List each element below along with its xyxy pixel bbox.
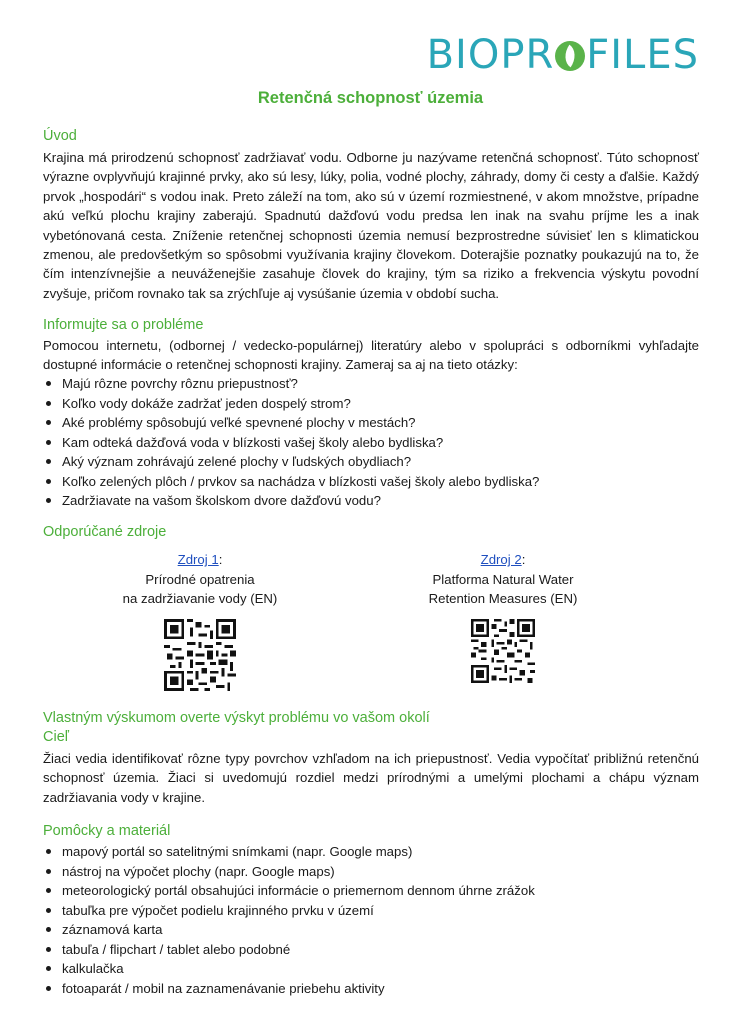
bullet-icon [46,479,51,484]
list-item: tabuľa / flipchart / tablet alebo podobné [43,940,535,960]
section-heading-pomocky: Pomôcky a materiál [43,823,171,839]
bullet-icon [46,420,51,425]
list-item: nástroj na výpočet plochy (napr. Google maps) [43,862,535,882]
section-heading-uvod: Úvod [43,128,77,144]
list-item: Majú rôzne povrchy rôznu priepustnosť? [43,374,539,394]
bullet-icon [46,498,51,503]
bullet-icon [46,440,51,445]
ciel-text: Žiaci vedia identifikovať rôzne typy povrchov vzhľadom na ich priepustnosť. Vedia vypočítať približnú retenčnú schopnosť územia. Žiaci si uvedomujú rozdiel medzi prírodnými a umelými plochami a chápu význam zadržiavania vody v krajine. [43,751,699,805]
qr-code-icon[interactable] [164,619,236,691]
list-item: Zadržiavate na vašom školskom dvore dažďovú vodu? [43,491,539,511]
bullet-icon [46,908,51,913]
bullet-icon [46,986,51,991]
list-item: Koľko vody dokáže zadržať jeden dospelý strom? [43,394,539,414]
bullet-icon [46,869,51,874]
source-card-2: Zdroj 2: Platforma Natural Water Retention Measures (EN) [383,550,623,683]
bullet-icon [46,888,51,893]
logo-text-part2: FILES [586,32,699,78]
bullet-icon [46,947,51,952]
list-item: Aké problémy spôsobujú veľké spevnené plochy v mestách? [43,413,539,433]
source-desc-line1: Platforma Natural Water [432,571,574,587]
bullet-icon [46,849,51,854]
source-desc-line1: Prírodné opatrenia [145,571,255,587]
leaf-icon [555,41,585,71]
qr-code-icon[interactable] [471,619,535,683]
list-item: Koľko zelených plôch / prvkov sa nachádza v blízkosti vašej školy alebo bydliska? [43,472,539,492]
section-heading-informujte: Informujte sa o probléme [43,317,204,333]
list-item: tabuľka pre výpočet podielu krajinného prvku v území [43,901,535,921]
list-item: záznamová karta [43,920,535,940]
informujte-text: Pomocou internetu, (odbornej / vedecko-populárnej) literatúry alebo v spolupráci s odborníkmi vyhľadajte dostupné informácie o retenčnej schopnosti krajiny. Zameraj sa aj na tieto otázky: [43,338,699,373]
bullet-icon [46,381,51,386]
bullet-icon [46,459,51,464]
questions-list [43,374,539,511]
bullet-icon [46,927,51,932]
list-item: fotoaparát / mobil na zaznamenávanie priebehu aktivity [43,979,535,999]
source-desc-line2: Retention Measures (EN) [428,591,578,606]
source-desc-line2: na zadržiavanie vody (EN) [122,591,278,606]
uvod-text: Krajina má prirodzenú schopnosť zadržiavať vodu. Odborne ju nazývame retenčná schopnosť. Túto schopnosť výrazne ovplyvňujú krajinné prvky, ako sú lesy, lúky, polia, vodné plochy, záhrady, domy či cesty a ďalšie. Každý prvok „hospodári“ s vodou inak. Preto záleží na tom, ako sú v území rozmiestnené, v akom množstve, prípadne akú veľkú plochu krajiny zaberajú. Spadnutú dažďovú vodu predsa len inak na svahu príjme les a inak vybetónovaná cesta. Zníženie retenčnej schopnosti územia nemusí bezprostredne súvisieť len s klimatickou zmenou, ale predovšetkým so spôsobmi využívania krajiny človekom. Doterajšie poznatky poukazujú na to, že čím intenzívnejšie a neuváženejšie zasahuje človek do krajiny, tým sa riziko a frekvencia výskytu povodní zvyšuje, pričom rovnako tak sa zrýchľuje aj vysúšanie územia v období sucha. [43,150,699,301]
page-title: Retenčná schopnosť územia [257,89,484,107]
bullet-icon [46,401,51,406]
materials-list [43,842,535,998]
list-item: Kam odteká dažďová voda v blízkosti vašej školy alebo bydliska? [43,433,539,453]
list-item: meteorologický portál obsahujúci informácie o priemernom dennom úhrne zrážok [43,881,535,901]
list-item: mapový portál so satelitnými snímkami (napr. Google maps) [43,842,535,862]
source-link-2[interactable]: Zdroj 2 [480,552,522,567]
section-heading-zdroje: Odporúčané zdroje [43,524,167,540]
bullet-icon [46,966,51,971]
list-item: kalkulačka [43,959,535,979]
subheading-ciel: Cieľ [43,729,69,745]
source-card-1: Zdroj 1: Prírodné opatrenia na zadržiavanie vody (EN) [80,550,320,691]
logo-text-part1: BIOPR [426,32,555,78]
bioprofiles-logo [427,32,699,78]
source-link-1[interactable]: Zdroj 1 [177,552,219,567]
section-heading-vyskum: Vlastným výskumom overte výskyt problému vo vašom okolí [43,710,430,726]
list-item: Aký význam zohrávajú zelené plochy v ľudských obydliach? [43,452,539,472]
